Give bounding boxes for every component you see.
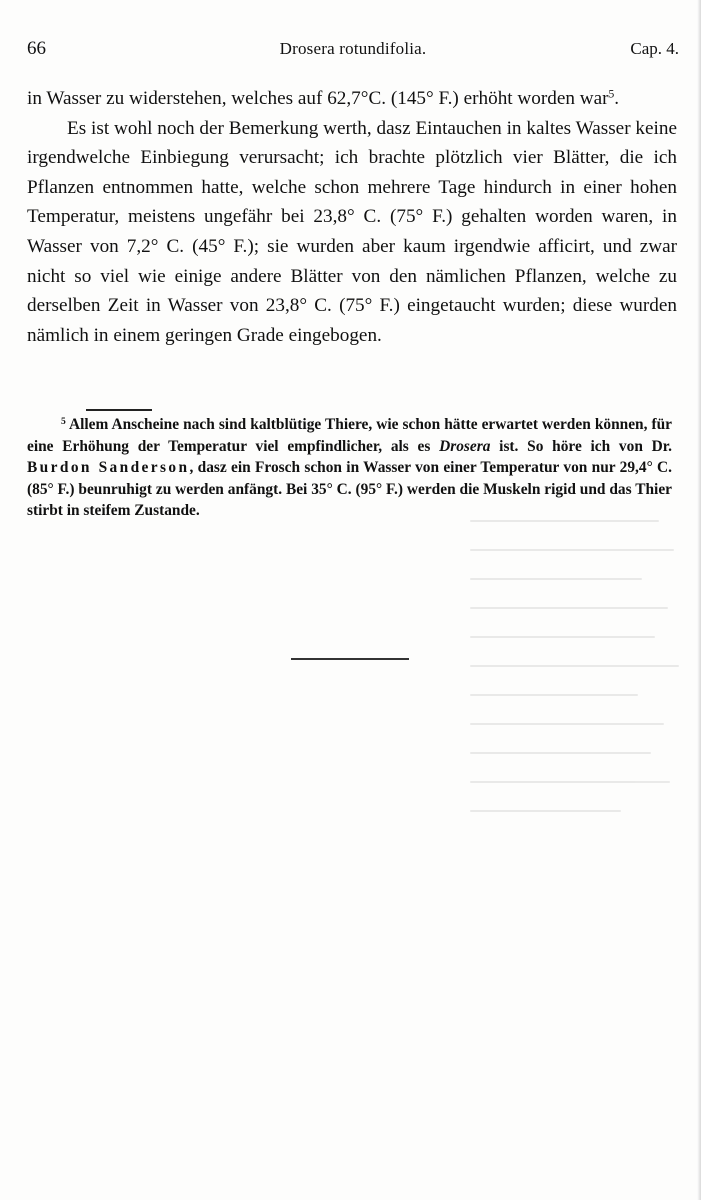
- footnote-marker: 5: [61, 415, 66, 427]
- page-number: 66: [27, 38, 46, 59]
- running-title: Drosera rotundifolia.: [279, 39, 427, 58]
- paragraph-1-text: in Wasser zu widerstehen, welches auf 62,7°C. (145° F.) erhöht worden war: [27, 88, 609, 109]
- paragraph-2: Es ist wohl noch der Bemerkung werth, dasz Eintauchen in kaltes Wasser keine irgendwelche Einbiegung verursacht; ich brachte plötzlich vier Blätter, die ich Pflanzen entnommen hatte, welche schon mehrere Tage hindurch in einer hohen Temperatur, meistens ungefähr bei 23,8° C. (75° F.) gehalten worden waren, in Wasser von 7,2° C. (45° F.); sie wurden aber kaum irgendwie afficirt, und zwar nicht so viel wie einige andere Blätter von den nämlichen Pflanzen, welche zu derselben Zeit in Wasser von 23,8° C. (75° F.) eingetaucht wurden; diese wurden nämlich in einem geringen Grade eingebogen.: [27, 117, 677, 346]
- footnote-part-2: ist. So höre ich von Dr.: [490, 437, 672, 455]
- chapter-label: Cap. 4.: [630, 39, 679, 58]
- footnote-genus: Drosera: [439, 437, 491, 455]
- paragraph-continuation: [27, 84, 677, 114]
- footnote-text: [27, 414, 672, 522]
- show-through-text: [470, 520, 685, 840]
- footnote-separator: [86, 409, 152, 411]
- paragraph-1-end: .: [614, 88, 620, 109]
- page-edge-shadow: [697, 0, 701, 1200]
- footnote-part-1: Allem Anscheine nach sind kaltblütige Thiere, wie schon hätte erwartet werden können, für eine Erhöhung der Temperatur viel empfindlicher, als es: [27, 416, 672, 455]
- footnote: [27, 414, 672, 522]
- main-text: [27, 84, 677, 350]
- running-header: [27, 38, 679, 64]
- footnote-person-name: Burdon Sanderson: [27, 459, 190, 476]
- footnote-part-3: , dasz ein Frosch schon in Wasser von einer Temperatur von nur 29,4° C. (85° F.) beunruhigt zu werden anfängt. Bei 35° C. (95° F.) werden die Muskeln rigid und das Thier stirbt in steifem Zustande.: [27, 459, 673, 519]
- footnote-reference: 5: [608, 88, 615, 101]
- section-end-rule: [291, 658, 409, 660]
